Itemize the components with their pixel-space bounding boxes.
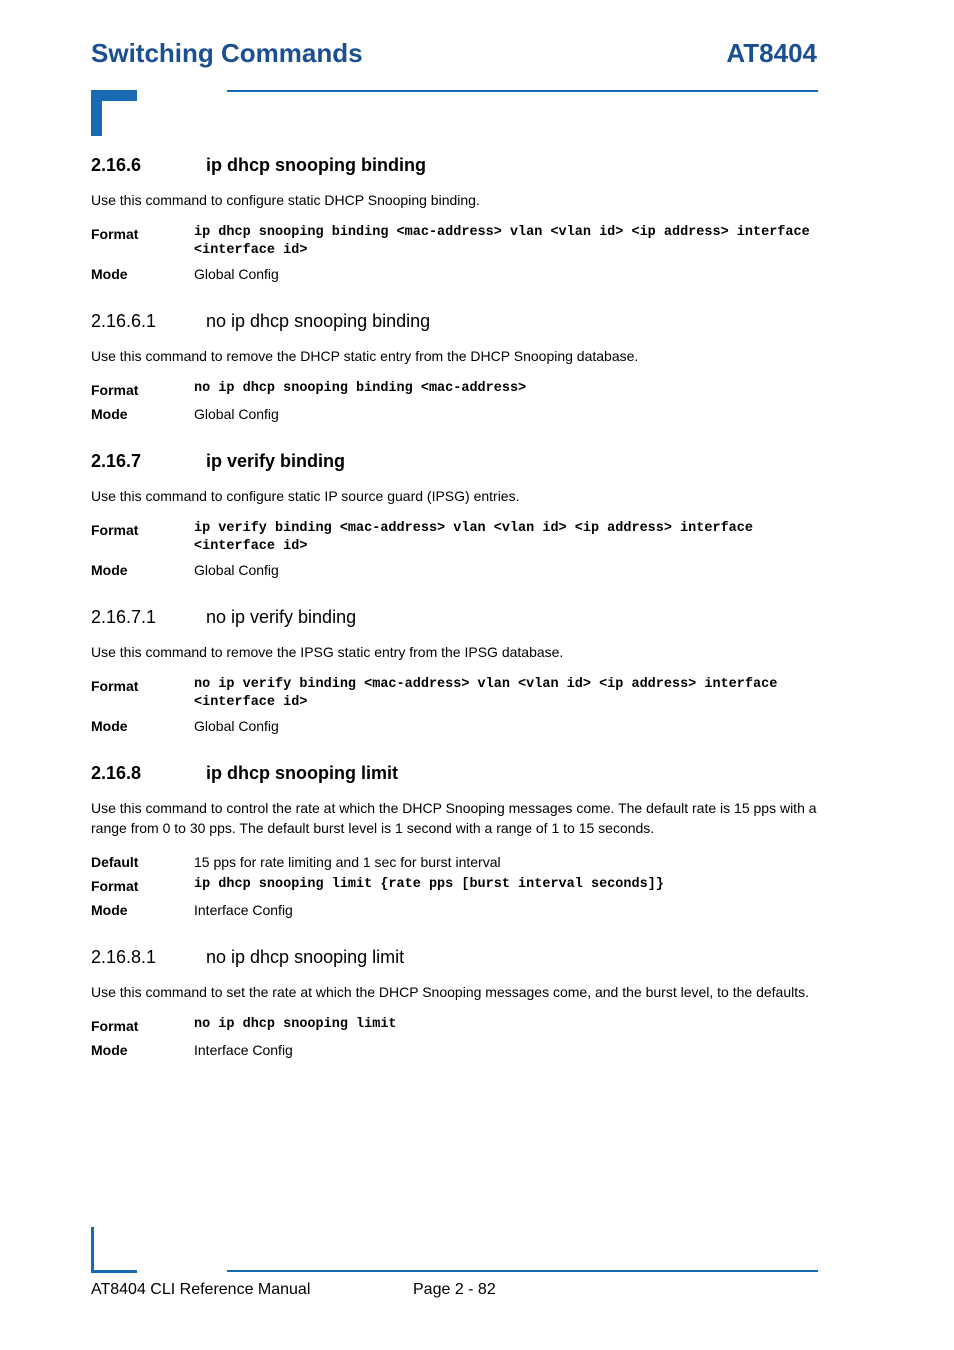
property-row [91,900,818,920]
running-header-title: Switching Commands [91,38,363,68]
property-label: Format [91,522,139,538]
page-content [91,150,818,1064]
section-heading [91,942,818,972]
property-label: Mode [91,266,128,282]
section-description: Use this command to configure static DHCP Snooping binding. [91,192,480,208]
command-syntax: ip dhcp snooping limit {rate pps [burst interval seconds]} [194,877,664,892]
property-row [91,380,818,400]
section-title: ip verify binding [206,451,346,471]
property-row [91,224,818,260]
command-properties [91,520,818,580]
footer-rule [227,1270,818,1272]
section-heading [91,446,818,476]
property-row [91,264,818,284]
property-label: Mode [91,562,128,578]
section-2-16-8 [91,758,818,920]
command-syntax: ip dhcp snooping binding <mac-address> vlan <vlan id> <ip address> interface <interface id> [194,225,810,258]
section-2-16-6 [91,150,818,284]
command-properties [91,852,818,920]
property-label: Default [91,854,139,870]
command-syntax: no ip dhcp snooping binding <mac-address> [194,381,527,396]
command-syntax: ip verify binding <mac-address> vlan <vlan id> <ip address> interface <interface id> [194,521,753,554]
property-row [91,876,818,896]
section-number: 2.16.7.1 [91,607,157,627]
footer-manual-title: AT8404 CLI Reference Manual [91,1281,311,1298]
property-row [91,1040,818,1060]
section-heading [91,602,818,632]
corner-mark-vertical [91,90,102,136]
section-2-16-6-1 [91,306,818,424]
property-label: Format [91,878,139,894]
section-title: no ip dhcp snooping binding [206,311,431,331]
section-description: Use this command to set the rate at which the DHCP Snooping messages come, and the burst level, to the defaults. [91,984,810,1000]
header-rule [227,90,818,92]
property-value: Global Config [194,718,279,734]
section-2-16-8-1 [91,942,818,1060]
property-value: Interface Config [194,902,293,918]
footer-page-number: Page 2 - 82 [413,1281,496,1298]
section-description: Use this command to remove the DHCP static entry from the DHCP Snooping database. [91,348,639,364]
running-header-product: AT8404 [726,38,817,68]
property-row [91,676,818,712]
section-number: 2.16.6 [91,155,142,175]
property-row [91,520,818,556]
property-value: Global Config [194,406,279,422]
command-properties [91,1016,818,1060]
section-heading [91,306,818,336]
property-value: Global Config [194,266,279,282]
section-title: ip dhcp snooping binding [206,155,426,175]
property-row [91,852,818,872]
section-number: 2.16.6.1 [91,311,157,331]
command-syntax: no ip verify binding <mac-address> vlan <vlan id> <ip address> interface <interface id> [194,677,778,710]
property-value: Interface Config [194,1042,293,1058]
section-2-16-7 [91,446,818,580]
property-label: Mode [91,718,128,734]
property-label: Mode [91,1042,128,1058]
property-label: Mode [91,902,128,918]
section-description: Use this command to control the rate at which the DHCP Snooping messages come. The default rate is 15 pps with a range from 0 to 30 pps. The default burst level is 1 second with a range of 1 to 15 seconds. [91,800,817,836]
section-2-16-7-1 [91,602,818,736]
property-label: Format [91,678,139,694]
property-label: Format [91,1018,139,1034]
property-label: Format [91,382,139,398]
property-value: Global Config [194,562,279,578]
property-value: 15 pps for rate limiting and 1 sec for burst interval [194,854,501,870]
property-row [91,1016,818,1036]
section-description: Use this command to remove the IPSG static entry from the IPSG database. [91,644,564,660]
property-row [91,404,818,424]
section-title: no ip verify binding [206,607,357,627]
section-heading [91,758,818,788]
property-row [91,716,818,736]
footer-mark-vertical [91,1227,94,1273]
command-properties [91,380,818,424]
section-number: 2.16.7 [91,451,142,471]
property-row [91,560,818,580]
section-title: ip dhcp snooping limit [206,763,398,783]
section-heading [91,150,818,180]
footer-mark-horizontal [91,1270,137,1273]
command-properties [91,224,818,284]
section-title: no ip dhcp snooping limit [206,947,405,967]
command-syntax: no ip dhcp snooping limit [194,1017,397,1032]
section-number: 2.16.8.1 [91,947,157,967]
section-description: Use this command to configure static IP source guard (IPSG) entries. [91,488,520,504]
property-label: Mode [91,406,128,422]
command-properties [91,676,818,736]
property-label: Format [91,226,139,242]
section-number: 2.16.8 [91,763,142,783]
